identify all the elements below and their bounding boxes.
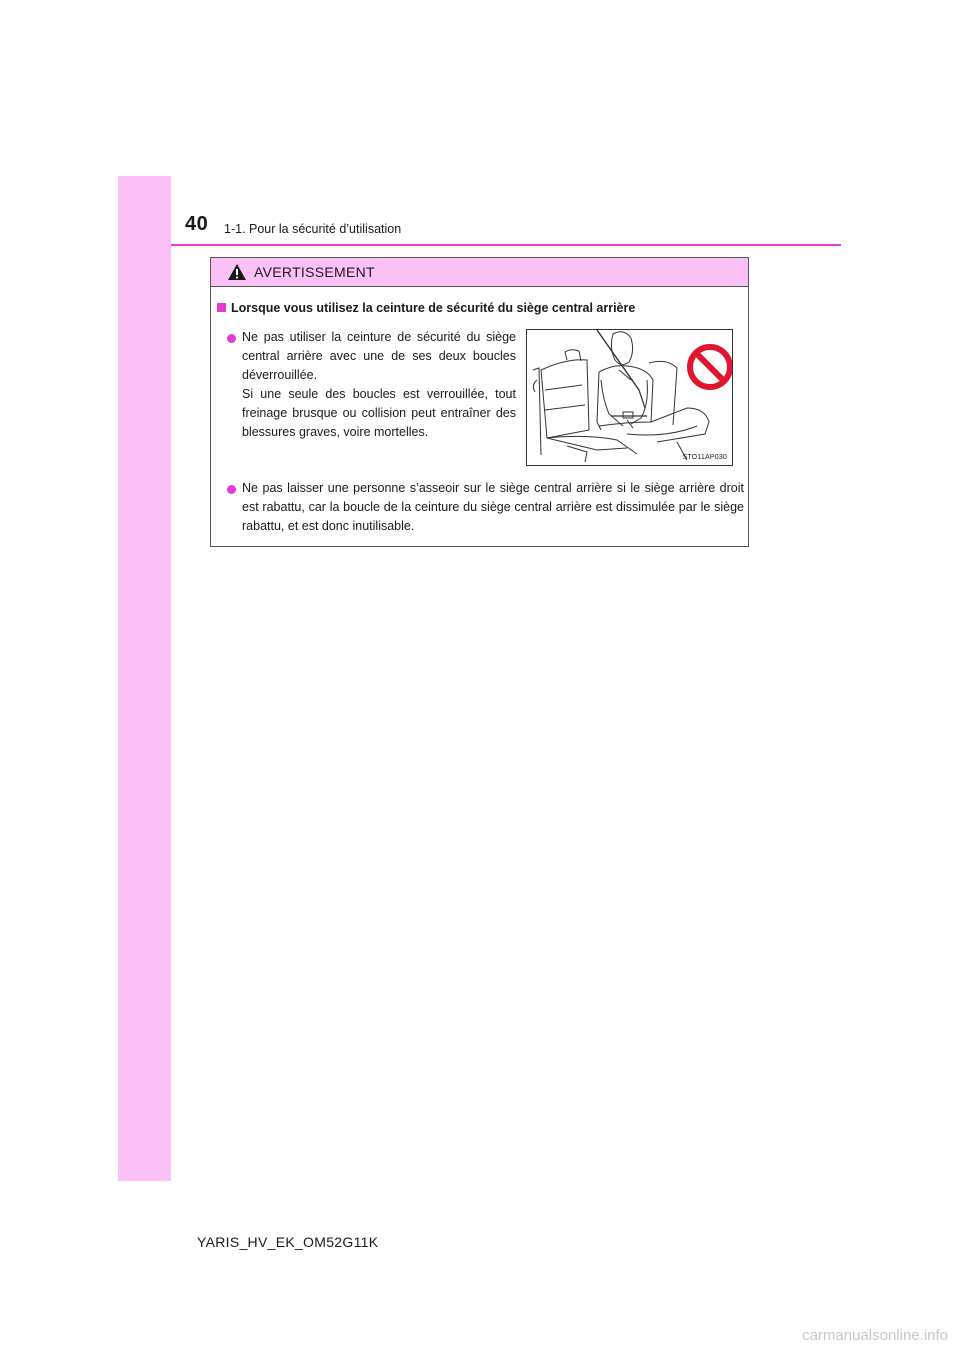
warning-title: AVERTISSEMENT: [254, 264, 375, 280]
chapter-title: 1-1. Pour la sécurité d’utilisation: [224, 222, 402, 236]
seatbelt-illustration: [526, 329, 733, 466]
figure-code: STO11AP030: [682, 454, 727, 461]
warning-box: [210, 257, 749, 547]
bullet-dot-icon: [227, 485, 236, 494]
manual-code: YARIS_HV_EK_OM52G11K: [197, 1234, 379, 1250]
section-heading-text: Lorsque vous utilisez la ceinture de sécurité du siège central arrière: [231, 301, 636, 315]
rear-seat-passenger-drawing: [527, 330, 732, 465]
watermark: carmanualsonline.info: [802, 1327, 948, 1344]
bullet1-paragraph1: Ne pas utiliser la ceinture de sécurité du siège central arrière avec une de ses deux boucles déverrouillée.: [242, 330, 516, 382]
bullet2-paragraph: Ne pas laisser une personne s’asseoir sur le siège central arrière si le siège arrière droit est rabattu, car la boucle de la ceinture du siège central arrière est dissimulée par le siège rabattu, et est donc inutilisable.: [242, 481, 744, 533]
page-number: 40: [185, 213, 209, 235]
section-heading: [217, 301, 635, 315]
warning-header: [211, 258, 748, 287]
bullet1-paragraph2: Si une seule des boucles est verrouillée, tout freinage brusque ou collision peut entraîner des blessures graves, voire mortelles.: [242, 387, 516, 439]
bullet-dot-icon: [227, 334, 236, 343]
prohibition-icon: [690, 347, 730, 387]
warning-triangle-icon: [227, 263, 247, 281]
side-tab-strip: [118, 176, 171, 1181]
header-rule: [171, 244, 841, 246]
square-bullet-icon: [217, 303, 226, 312]
